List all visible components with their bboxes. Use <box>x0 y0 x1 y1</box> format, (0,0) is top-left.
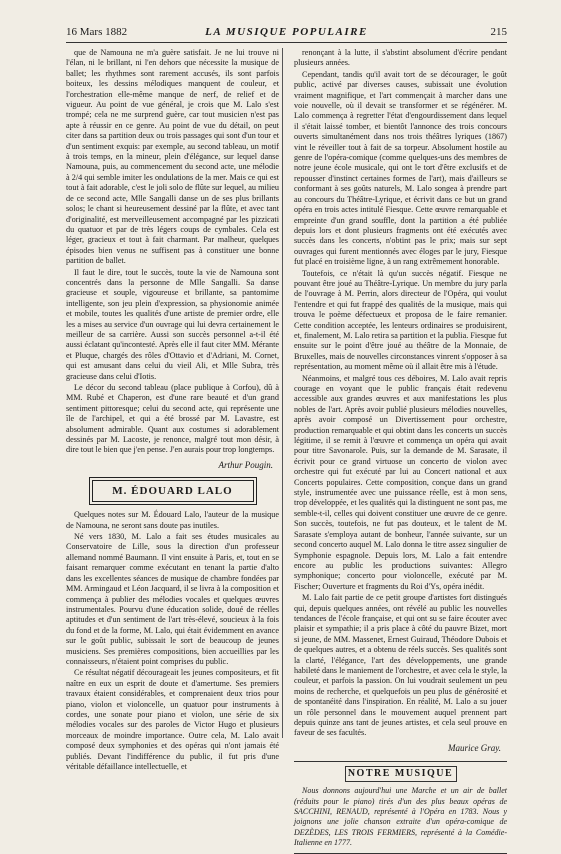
section-title-box: M. ÉDOUARD LALO <box>92 480 254 502</box>
left-column <box>66 48 279 771</box>
article-paragraph: renonçant à la lutte, il s'abstint absolument d'écrire pendant plusieurs années. <box>294 48 507 68</box>
article-paragraph: M. Lalo fait partie de ce petit groupe d'artistes fort distingués qui, depuis quelques années, ont révélé au public les nouvelles tendances de l'école française, et qui ont su se faire écouter avec plaisir et sympathie; il a pris place à côté du pauvre Bizet, mort si jeune, de MM. Massenet, Ernest Guiraud, Théodore Dubois et de quelques autres, et a obtenu de réels succès. Ses qualités sont la clarté, l'élégance, l'art des développements, une grande habileté dans le maniement de l'orchestre, et avec cela le style, la couleur, et parfois la passion. On lui voudrait seulement un peu moins de recherche, et quelquefois un peu plus de générosité et de spontanéité dans l'inspiration. En réalité, M. Lalo a su jouer un rôle personnel dans le mouvement auquel prennent part depuis quinze ans tant de jeunes artistes, et cela seul prouve en faveur de ses facultés. <box>294 593 507 738</box>
article-paragraph: Il faut le dire, tout le succès, toute la vie de Namouna sont concentrés dans la personne de Mlle Sangalli. Sa danse gracieuse et souple, vigoureuse et brillante, sa pantomime intelligente, son jeu plein d'expression, sa physionomie animée et mobile, toutes les qualités d'une artiste de premier ordre, elle les a mises au service d'un ouvrage qui lui devra certainement le meilleur de sa carrière. Aussi son succès personnel a-t-il été aussi éclatant qu'incontesté. Après elle il faut citer MM. Mérante et Pluque, chargés des rôles d'Ottavio et d'Adriani, M. Cornet, qui est amusant dans celui du vieil Ali, et Mlle Subra, très gracieuse dans celui d'Iotis. <box>66 267 279 381</box>
article-paragraph: Néanmoins, et malgré tous ces déboires, M. Lalo avait repris courage en voyant que le public français était redevenu accessible aux grandes œuvres et aux manifestations les plus nobles de l'art. Après avoir publié plusieurs mélodies nouvelles, après avoir composé un Divertissement pour orchestre, production remarquable et qui obtint dans les concerts un succès légitime, il se remit à l'œuvre et commença un opéra qui avait pour titre Savonarole. Puis, sur la demande de M. Sarasate, il écrivit pour ce grand virtuose un concerto de violon avec orchestre qui fut exécuté par lui au Concert national et aux Concerts populaires. Cette composition, conçue dans un grand style, instrumentée avec une puissance réelle, est à mon sens, trop développée, et les qualités qui la distinguent ne sont pas, me semble-t-il, celles qui doivent constituer une œuvre de ce genre. Son succès, toutefois, ne fut pas douteux, et le talent de M. Sarasate s'employa autant de bonheur, l'année suivante, sur un second concerto auquel M. Lalo donna le titre assez singulier de Symphonie espagnole. Depuis lors, M. Lalo a fait entendre encore au public les productions suivantes: Allegro symphonique; concerto pour violoncelle, exécuté par M. Fischer; Ouverture et fragments du Roi d'Ys, opéra inédit. <box>294 373 507 591</box>
article-paragraph: Le décor du second tableau (place publique à Corfou), dû à MM. Rubé et Chaperon, est d'une rare beauté et d'un grand sentiment pittoresque; celui du second acte, qui représente une île de l'archipel, et qui a été brossé par M. Lavastre, est absolument admirable. Quant aux costumes si adorablement dessinés par M. Lacoste, je renonce, malgré tout mon désir, à dire tout le bien que j'en pense. J'en aurais pour trop longtemps. <box>66 383 279 455</box>
issue-date: 16 Mars 1882 <box>66 26 128 38</box>
header-rule <box>66 42 507 43</box>
article-paragraph: que de Namouna ne m'a guère satisfait. Je ne lui trouve ni l'élan, ni le brillant, ni l'en dehors que nécessite la musique de ballet; les rhythmes sont rarement accusés, ils sont parfois boiteux, les dessins mélodiques manquent de couleur, et l'orchestration elle-même manque de nerf, de relief et de vigueur. Au point de vue général, je crois que M. Lalo s'est trompé; cela ne me surprend guère, car tout musicien n'est pas apte à réussir en ce genre. Au point de vue du détail, on peut citer dans sa partition deux ou trois passages qui sont d'un tour et d'un sentiment exquis: par exemple, au second tableau, un motif à trois temps, en la mineur, plein d'élégance, sur lequel danse Namouna, puis, au commencement du second acte, une mélodie à 2/4 qui semble imiter les ondulations de la mer. Mais ce qui est tout à fait adorable, c'est le joli solo de flûte sur lequel, au milieu de ce second acte, Mlle Sangalli danse un de ses plus brillants solos; le chant si heureusement dessiné par la flûte, et avec tant d'originalité, est merveilleusement accompagné par les pizzicati du quatuor et par de très légers coups de cymbales. Cela est léger, gracieux et tout à fait charmant. Par malheur, quelques épisodes bien venus ne suffisent pas à constituer une bonne partition de ballet. <box>66 48 279 266</box>
article-paragraph: Toutefois, ce n'était là qu'un succès négatif. Fiesque ne pouvant être joué au Théâtre-Lyrique. Un membre du jury parla de l'ouvrage à M. Perrin, alors directeur de l'Opéra, qui voulut l'entendre et qui fut frappé des qualités de la musique, mais qui trouva le poème défectueux et proposa de le faire remanier. Cette condition acceptée, les lenteurs ordinaires se produisirent, et, finalement, M. Lalo retira sa partition et la publia. Fiesque fut ensuite sur le point d'être joué au théâtre de la Monnaie, de Bruxelles, mais de nouvelles circonstances vinrent s'opposer à sa représentation, au moment même où il allait être mis à l'étude. <box>294 268 507 372</box>
publication-title: LA MUSIQUE POPULAIRE <box>205 26 368 38</box>
article-paragraph: Cependant, tandis qu'il avait tort de se décourager, le goût public, activé par diverses causes, subissait une évolution vraiment magnifique, et l'art commençait à marcher dans une voie nouvelle, où il devait se transformer et se régénérer. M. Lalo commença à regretter l'état d'engourdissement dans lequel il s'était laissé tomber, et bientôt l'annonce des trois concours ouverts simultanément dans nos trois théâtres lyriques (1867) vint le réveiller tout à fait de sa torpeur. Absolument hostile au genre de l'opéra-comique (comme quelques-uns des membres de notre jeune école musicale, qui ont le tort d'être exclusifs et de repousser d'instinct certaines formes de l'art), mais d'ailleurs se conformant à ses goûts naturels, M. Lalo songea à prendre part au concours du Théâtre-Lyrique, et écrivit dans ce but un grand opéra en trois actes intitulé Fiesque. Cette œuvre remarquable et empreinte d'un grand souffle, dont la partition a été publiée depuis lors et dont plusieurs fragments ont été exécutés avec succès dans les concerts, n'obtint pas le prix; mais sur sept ouvrages qui furent mentionnés avec éloges par le jury, Fiesque fut placé en troisième ligne, à un rang extrêmement honorable. <box>294 69 507 267</box>
author-signature: Maurice Gray. <box>448 742 501 753</box>
article-paragraph: Ce résultat négatif décourageait les jeunes compositeurs, et fit naître en eux un esprit de doute et d'amertume. Ses premiers travaux étaient considérables, et comprenaient deux trios pour piano, violon et violoncelle, un quatuor pour instruments à cordes, une sonate pour piano et violon, une série de six mélodies vocales sur des paroles de Victor Hugo et plusieurs morceaux de moindre importance. Outre cela, M. Lalo avait composé deux symphonies et des opéras qui n'ont jamais été publiés. Devant l'indifférence du public, il fut pris d'une véritable défaillance intellectuelle, et <box>66 668 279 771</box>
article-paragraph: Quelques notes sur M. Édouard Lalo, l'auteur de la musique de Namouna, ne seront sans doute pas inutiles. <box>66 510 279 530</box>
notice-text: Nous donnons aujourd'hui une Marche et un air de ballet (réduits pour le piano) tirés d'un des plus beaux opéras de SACCHINI, RENAUD, représenté à l'Opéra en 1783. Nous y joignons une jolie chanson extraite d'un opéra-comique de DEZÈDES, LES TROIS FERMIERS, représenté à la Comédie-Italienne en 1777. <box>294 786 507 848</box>
article-paragraph: Né vers 1830, M. Lalo a fait ses études musicales au Conservatoire de Lille, sous la direction d'un professeur allemand nommé Baumann. Il vint ensuite à Paris, et, tout en se faisant remarquer comme exécutant en tenant la partie d'alto dans les excellentes séances de musique de chambre fondées par MM. Armingaud et Léon Jacquard, il se livra à la composition et commença à publier des mélodies vocales et quelques œuvres instrumentales. Pourvu d'une éducation solide, doué de réelles aptitudes et d'un sentiment de l'art très-élevé, soucieux à la fois du fond et de la forme, M. Lalo, qui était évidemment en avance sur le goût public, subissait le sort de beaucoup de jeunes musiciens. Ses premières compositions, bien accueillies par les connaisseurs, n'étaient point comprises du public. <box>66 532 279 666</box>
page-number: 215 <box>490 26 507 38</box>
column-divider <box>282 48 283 738</box>
author-signature: Arthur Pougin. <box>218 459 273 470</box>
music-notice <box>294 761 507 853</box>
right-column <box>294 48 507 848</box>
notice-title: NOTRE MUSIQUE <box>345 766 457 782</box>
